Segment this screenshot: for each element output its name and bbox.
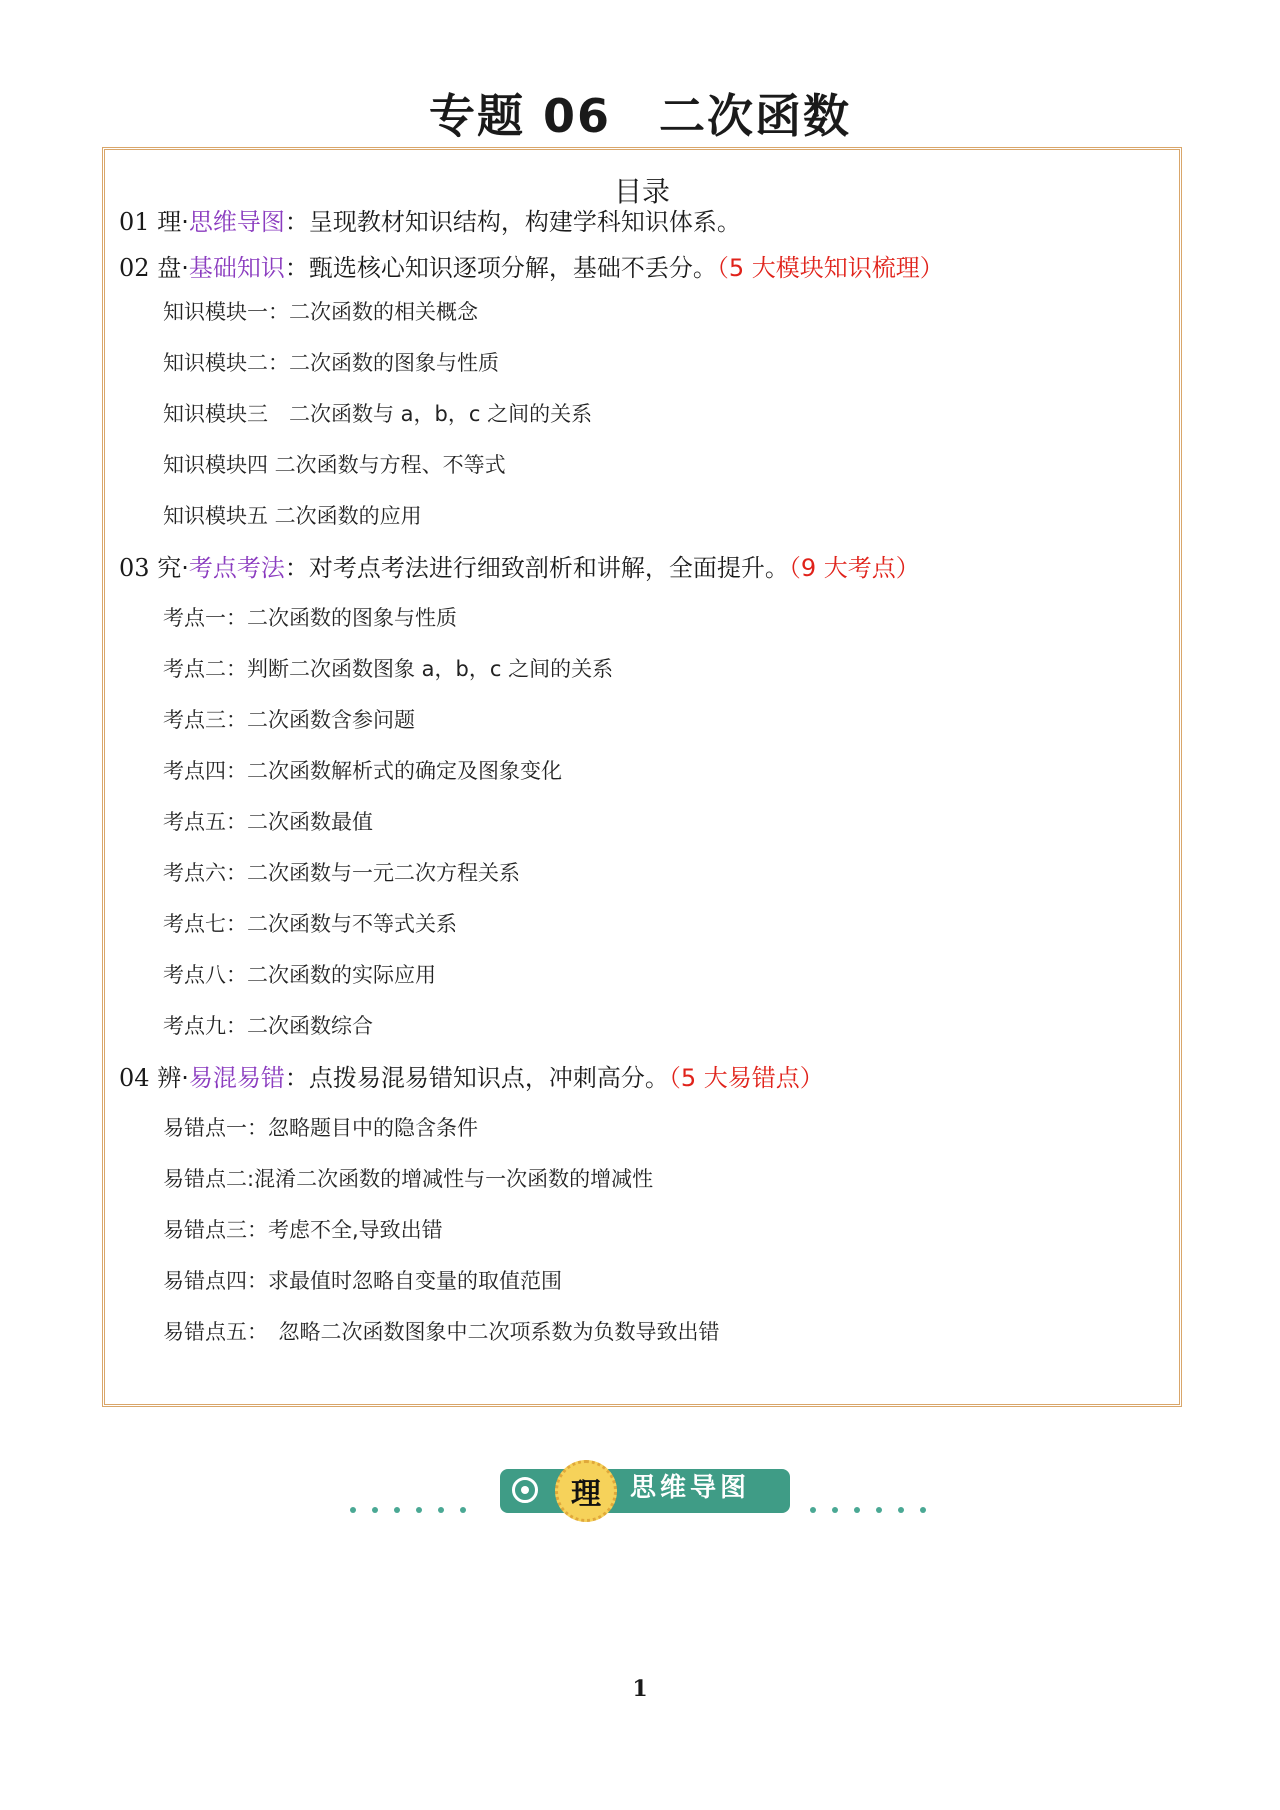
section-count: （5 大易错点） xyxy=(668,1064,824,1092)
section-number: 04 xyxy=(119,1064,150,1092)
toc-section-01[interactable] xyxy=(119,202,741,237)
toc-module-item[interactable]: 知识模块三 二次函数与 a，b，c 之间的关系 xyxy=(163,402,593,426)
section-description: ：呈现教材知识结构，构建学科知识体系。 xyxy=(284,208,741,236)
toc-point-item[interactable]: 考点六：二次函数与一元二次方程关系 xyxy=(163,861,520,885)
section-number: 01 xyxy=(119,208,150,236)
toc-section-03[interactable] xyxy=(119,548,920,583)
toc-error-item[interactable]: 易错点四：求最值时忽略自变量的取值范围 xyxy=(163,1269,562,1293)
toc-error-item[interactable]: 易错点二:混淆二次函数的增减性与一次函数的增减性 xyxy=(163,1167,654,1191)
toc-point-item[interactable]: 考点四：二次函数解析式的确定及图象变化 xyxy=(163,759,562,783)
section-count: （5 大模块知识梳理） xyxy=(716,254,944,282)
toc-error-item[interactable]: 易错点三：考虑不全,导致出错 xyxy=(163,1218,443,1242)
table-of-contents xyxy=(102,147,1182,1407)
section-name: 易混易错 xyxy=(188,1064,285,1092)
section-name: 思维导图 xyxy=(188,208,285,236)
toc-point-item[interactable]: 考点二：判断二次函数图象 a，b，c 之间的关系 xyxy=(163,657,614,681)
toc-module-item[interactable]: 知识模块五 二次函数的应用 xyxy=(163,504,422,528)
toc-point-item[interactable]: 考点九：二次函数综合 xyxy=(163,1014,373,1038)
toc-point-item[interactable]: 考点五：二次函数最值 xyxy=(163,810,373,834)
section-description: ：甄选核心知识逐项分解，基础不丢分。 xyxy=(284,254,717,282)
toc-section-02[interactable] xyxy=(119,248,944,283)
section-number: 03 xyxy=(119,554,150,582)
section-name: 考点考法 xyxy=(188,554,285,582)
toc-module-item[interactable]: 知识模块四 二次函数与方程、不等式 xyxy=(163,453,506,477)
toc-point-item[interactable]: 考点一：二次函数的图象与性质 xyxy=(163,606,457,630)
section-description: ：对考点考法进行细致剖析和讲解，全面提升。 xyxy=(284,554,789,582)
banner-dots-left xyxy=(350,1498,482,1517)
toc-error-item[interactable]: 易错点五： 忽略二次函数图象中二次项系数为负数导致出错 xyxy=(163,1320,720,1344)
section-banner xyxy=(350,1460,950,1530)
toc-section-04[interactable] xyxy=(119,1058,824,1093)
banner-label: 思维导图 xyxy=(630,1473,751,1503)
toc-heading: 目录 xyxy=(613,175,670,208)
section-separator: · xyxy=(181,554,189,582)
toc-point-item[interactable]: 考点三：二次函数含参问题 xyxy=(163,708,415,732)
section-count: （9 大考点） xyxy=(788,554,920,582)
banner-badge: 理 xyxy=(555,1460,617,1522)
section-number: 02 xyxy=(119,254,150,282)
section-separator: · xyxy=(181,208,189,236)
section-description: ：点拨易混易错知识点，冲刺高分。 xyxy=(284,1064,669,1092)
section-verb: 理 xyxy=(157,208,182,236)
section-separator: · xyxy=(181,1064,189,1092)
toc-module-item[interactable]: 知识模块二：二次函数的图象与性质 xyxy=(163,351,499,375)
toc-module-item[interactable]: 知识模块一：二次函数的相关概念 xyxy=(163,300,478,324)
target-icon xyxy=(512,1477,538,1503)
toc-point-item[interactable]: 考点七：二次函数与不等式关系 xyxy=(163,912,457,936)
section-separator: · xyxy=(181,254,189,282)
section-name: 基础知识 xyxy=(188,254,285,282)
toc-point-item[interactable]: 考点八：二次函数的实际应用 xyxy=(163,963,436,987)
toc-error-item[interactable]: 易错点一：忽略题目中的隐含条件 xyxy=(163,1116,478,1140)
section-verb: 盘 xyxy=(157,254,182,282)
section-verb: 究 xyxy=(157,554,182,582)
section-verb: 辨 xyxy=(157,1064,182,1092)
page-number: 1 xyxy=(632,1676,648,1702)
banner-dots-right xyxy=(810,1498,942,1517)
page-title: 专题 06 二次函数 xyxy=(428,89,852,143)
